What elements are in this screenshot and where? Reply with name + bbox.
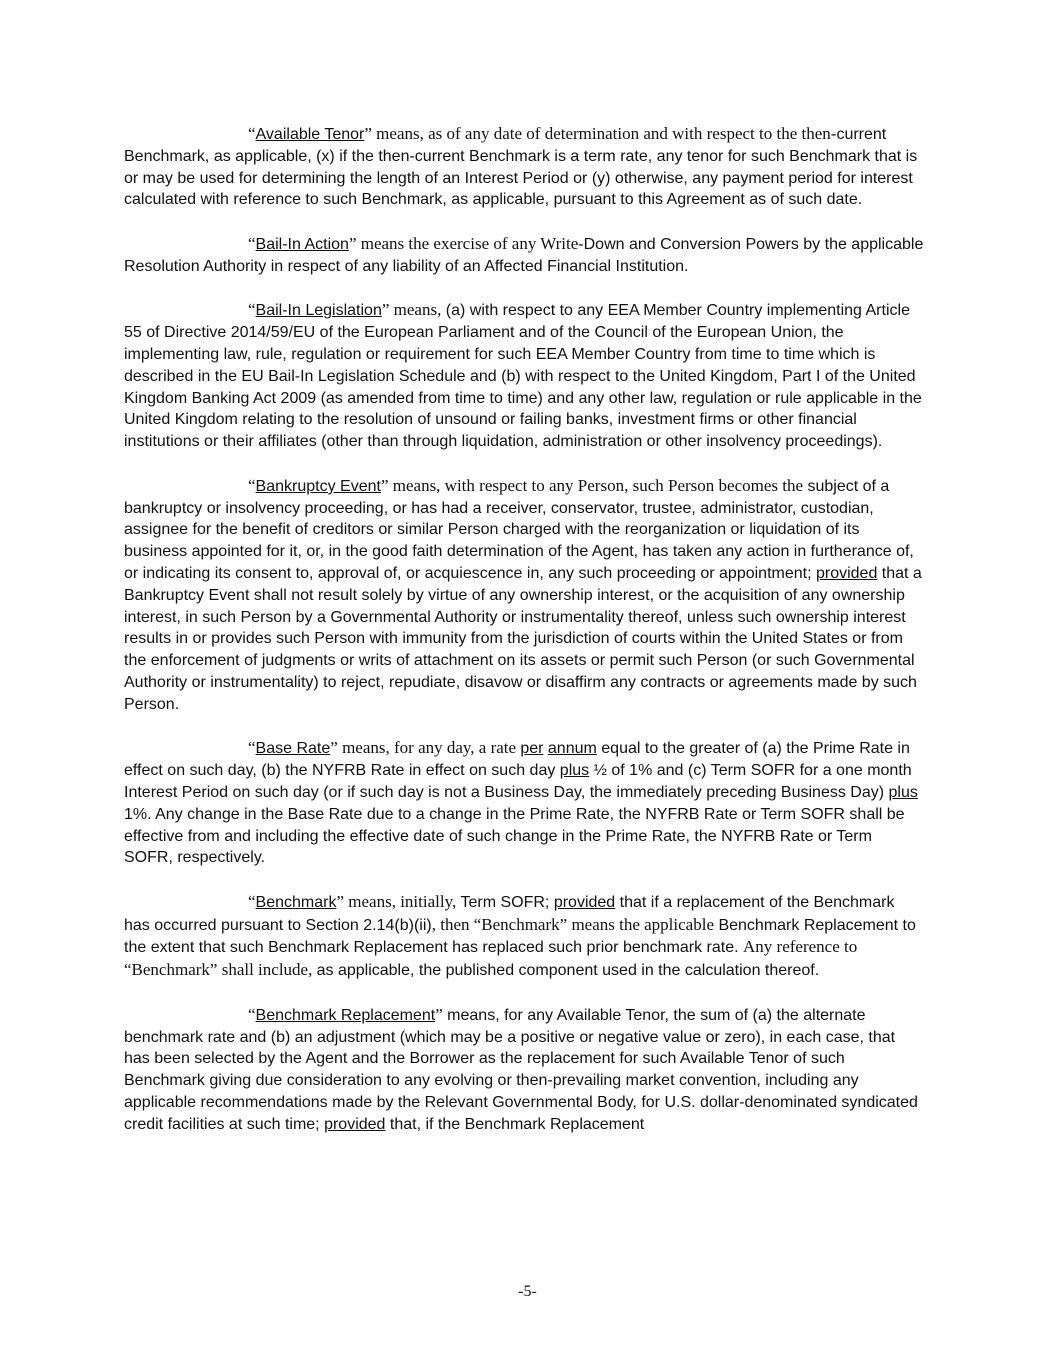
definition-lead: means, <box>389 300 442 320</box>
definition-bankruptcy-event <box>124 475 924 716</box>
close-quote: ” <box>364 124 372 143</box>
definition-text: subject of a bankruptcy or insolvency proceeding, or has had a receiver, conservator, trustee, administrator, custodian, assignee for the benefit of creditors or similar Person charged with the reorganization or liquidation of its business appointed for it, or, in the good faith determination of the Agent, has taken any action in furtherance of, or indicating its consent to, approval of, or acquiescence in, any such proceeding or appointment; <box>124 477 914 582</box>
definition-text: Benchmark Replacement to the extent that such Benchmark Replacement has replaced such prior benchmark rate. <box>124 916 916 957</box>
definition-text: that if a replacement of the Benchmark has occurred pursuant to Section 2.14(b)(ii) <box>124 893 895 934</box>
definition-lead: means the exercise of any Write <box>356 233 579 253</box>
definition-text-serif: Any reference to “Benchmark” shall include, <box>124 937 858 980</box>
emphasis-annum: annum <box>547 740 597 758</box>
close-quote: ” <box>330 738 338 758</box>
close-quote: ” <box>336 891 345 911</box>
close-quote: ” <box>435 1004 443 1024</box>
definition-benchmark-replacement <box>124 1004 924 1136</box>
open-quote: “ <box>248 475 256 495</box>
definition-lead: means, for any day, a rate <box>337 738 521 758</box>
definition-base-rate <box>124 737 924 869</box>
definition-bail-in-legislation <box>124 299 924 453</box>
close-quote: ” <box>380 475 389 495</box>
emphasis-plus: plus <box>888 783 918 801</box>
defined-term: Bankruptcy Event <box>255 477 381 495</box>
definition-lead: means, initially, <box>344 891 461 911</box>
definition-text-serif: , then “Benchmark” means the applicable <box>431 914 714 934</box>
defined-term: Bail-In Action <box>255 235 349 253</box>
close-quote: ” <box>381 300 390 320</box>
definition-text: 1%. Any change in the Base Rate due to a change in the Prime Rate, the NYFRB Rate or Term SOFR shall be effective from and including the effective date of such change in the Prime Rate, the NYFRB Rate or Term SOFR, respectively. <box>124 805 905 867</box>
definition-available-tenor <box>124 123 924 211</box>
definition-lead: means, as of any date of determination and with respect to the then- <box>371 124 837 143</box>
definition-text: (a) with respect to any EEA Member Country implementing Article 55 of Directive 2014/59/EU of the European Parliament and of the Council of the European Union, the implementing law, rule, regulation or requirement for such EEA Member Country from time to time which is described in the EU Bail-In Legislation Schedule and (b) with respect to the United Kingdom, Part I of the United Kingdom Banking Act 2009 (as amended from time to time) and any other law, regulation or rule applicable in the United Kingdom relating to the resolution of unsound or failing banks, investment firms or other financial institutions or their affiliates (other than through liquidation, administration or other insolvency proceedings). <box>124 302 922 451</box>
open-quote: “ <box>248 124 256 143</box>
definition-text: -Down and Conversion Powers by the applicable Resolution Authority in respect of any liability of an Affected Financial Institution. <box>124 235 924 275</box>
definition-text: equal to the greater of (a) the Prime Rate in effect on such day, (b) the NYFRB Rate in effect on such day <box>124 740 910 780</box>
emphasis-per: per <box>520 740 544 758</box>
open-quote: “ <box>248 233 256 253</box>
close-quote: ” <box>348 233 357 253</box>
document-page <box>124 123 924 1157</box>
emphasis-plus: plus <box>559 762 590 780</box>
definition-bail-in-action <box>124 233 924 278</box>
open-quote: “ <box>248 1004 256 1024</box>
page-number: -5- <box>518 1283 537 1300</box>
defined-term: Benchmark <box>255 893 337 911</box>
open-quote: “ <box>248 891 256 911</box>
definition-text: Term SOFR; <box>460 893 554 911</box>
emphasis-provided: provided <box>553 893 616 911</box>
defined-term: Base Rate <box>255 740 331 758</box>
open-quote: “ <box>248 300 256 320</box>
defined-term: Benchmark Replacement <box>255 1006 436 1024</box>
definition-text: that a Bankruptcy Event shall not result solely by virtue of any ownership interest, or the acquisition of any ownership interest, in such Person by a Governmental Authority or instrumentality thereof, unless such ownership interest results in or provides such Person with immunity from the jurisdiction of courts within the United States or from the enforcement of judgments or writs of attachment on its assets or permit such Person (or such Governmental Authority or instrumentality) to reject, repudiate, disavow or disaffirm any contracts or agreements made by such Person. <box>124 564 922 713</box>
defined-term: Bail-In Legislation <box>255 302 382 320</box>
emphasis-provided: provided <box>324 1115 386 1133</box>
definition-lead: means, with respect to any Person, such Person becomes the <box>388 475 804 495</box>
open-quote: “ <box>248 738 256 758</box>
defined-term: Available Tenor <box>255 126 365 143</box>
definition-text: that, if the Benchmark Replacement <box>385 1115 645 1133</box>
definition-text: ½ of 1% and (c) Term SOFR for a one month Interest Period on such day (or if such day is not a Business Day, the immediately preceding Business Day) <box>124 762 912 801</box>
emphasis-provided: provided <box>815 564 878 582</box>
definition-text: as applicable, the published component used in the calculation thereof. <box>316 962 820 980</box>
definition-benchmark <box>124 891 924 982</box>
definition-text: means, for any Available Tenor, the sum of (a) the alternate benchmark rate and (b) an adjustment (which may be a positive or negative value or zero), in each case, that has been selected by the Agent and the Borrower as the replacement for such Available Tenor of such Benchmark giving due consideration to any evolving or then-prevailing market convention, including any applicable recommendations made by the Relevant Governmental Body, for U.S. dollar-denominated syndicated credit facilities at such time; <box>124 1006 918 1133</box>
definition-text: current Benchmark, as applicable, (x) if the then-current Benchmark is a term rate, any tenor for such Benchmark that is or may be used for determining the length of an Interest Period or (y) otherwise, any payment period for interest calculated with reference to such Benchmark, as applicable, pursuant to this Agreement as of such date. <box>124 126 918 209</box>
